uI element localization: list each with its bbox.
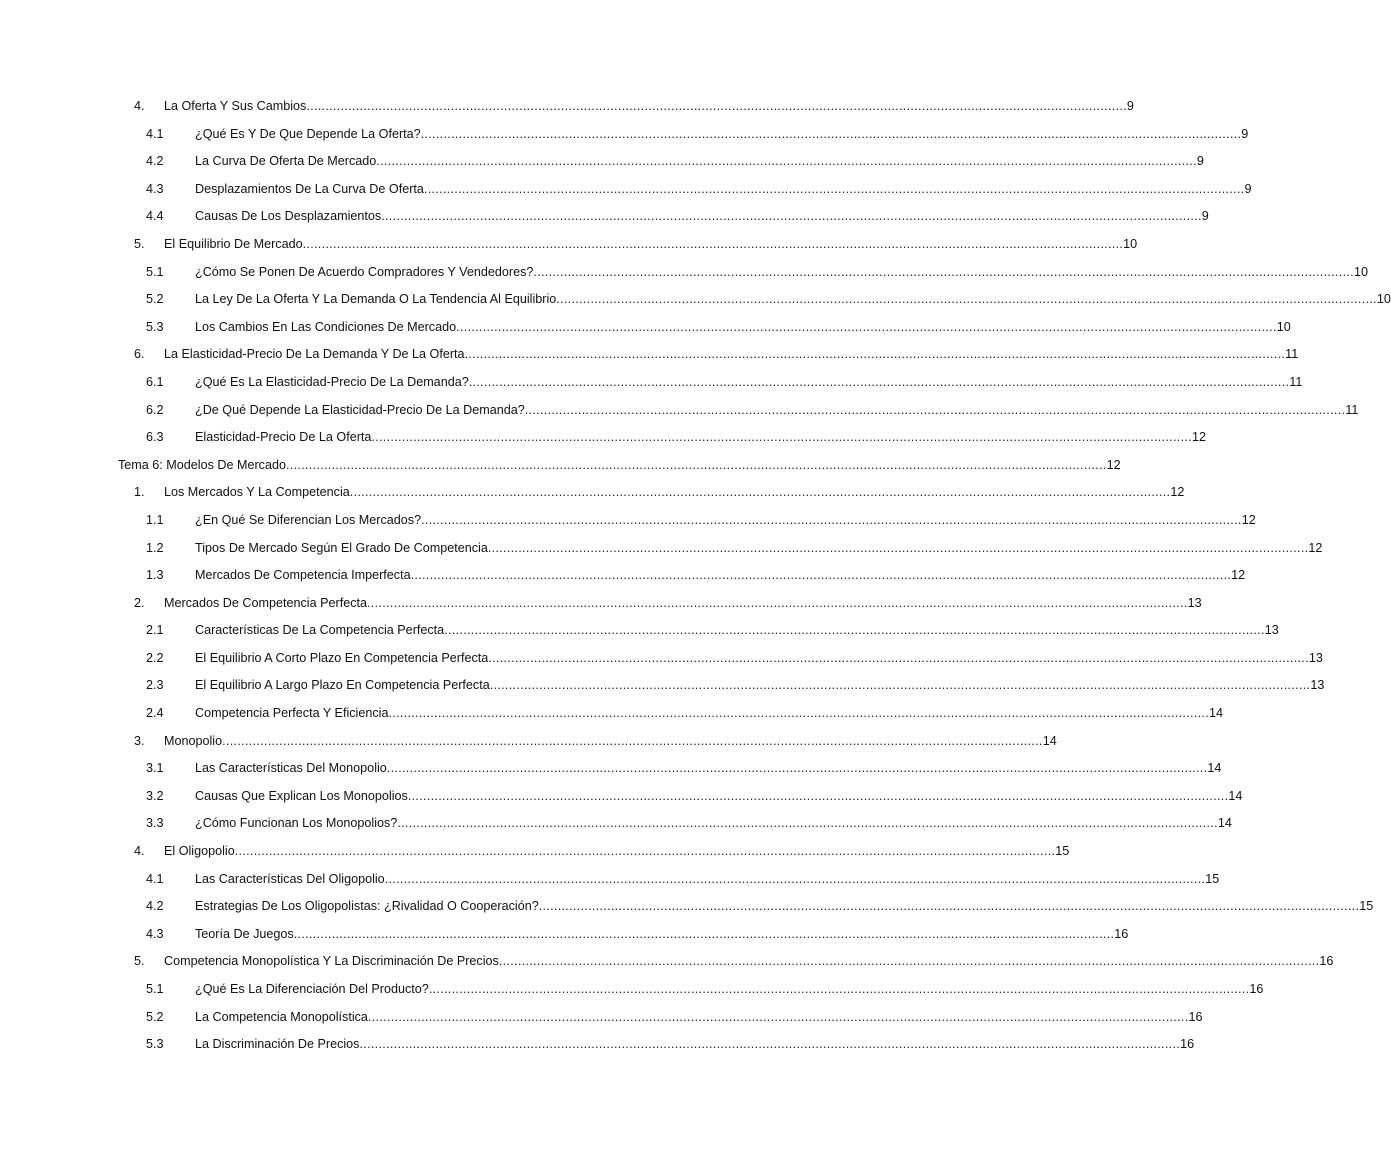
toc-entry-leader xyxy=(195,924,1129,944)
table-of-contents xyxy=(0,96,1391,1062)
toc-entry-number: 1.2 xyxy=(146,540,164,555)
toc-entry[interactable] xyxy=(0,841,1070,869)
toc-entry[interactable] xyxy=(0,179,1252,207)
toc-entry-title[interactable]: La Elasticidad-Precio De La Demanda Y De La Oferta xyxy=(164,344,465,364)
toc-entry-title[interactable]: Competencia Monopolística Y La Discriminación De Precios xyxy=(164,951,499,971)
toc-entry-title[interactable]: ¿De Qué Depende La Elasticidad-Precio De La Demanda? xyxy=(195,400,525,420)
toc-entry-leader xyxy=(118,455,1121,475)
toc-entry-title[interactable]: ¿Qué Es La Diferenciación Del Producto? xyxy=(195,979,429,999)
toc-entry-leader xyxy=(195,979,1264,999)
toc-entry-page: 16 xyxy=(1114,926,1129,941)
toc-entry-leader xyxy=(195,400,1359,420)
toc-entry-page: 15 xyxy=(1055,844,1070,859)
toc-entry-number: 3. xyxy=(134,733,145,748)
toc-entry[interactable] xyxy=(0,1007,1203,1035)
dot-leader: ........................................................................................................................................................................................................................ xyxy=(397,816,1218,831)
toc-entry-title[interactable]: Mercados De Competencia Perfecta xyxy=(164,593,367,613)
toc-entry-number: 4.3 xyxy=(146,926,164,941)
dot-leader: ........................................................................................................................................................................................................................ xyxy=(367,595,1188,610)
toc-entry-number: 2. xyxy=(134,595,145,610)
toc-entry[interactable] xyxy=(0,538,1323,566)
toc-entry-leader xyxy=(195,510,1256,530)
toc-entry-leader xyxy=(195,151,1204,171)
toc-entry[interactable] xyxy=(0,344,1299,372)
toc-entry-page: 9 xyxy=(1126,99,1134,113)
toc-entry-title[interactable]: Los Cambios En Las Condiciones De Mercado xyxy=(195,317,456,337)
toc-entry-page: 11 xyxy=(1285,347,1299,362)
toc-entry-page: 10 xyxy=(1123,236,1138,251)
toc-entry-number: 4.2 xyxy=(146,899,164,914)
toc-entry-leader xyxy=(195,896,1374,916)
toc-entry-leader xyxy=(164,344,1299,364)
dot-leader: ........................................................................................................................................................................................................................ xyxy=(359,1037,1181,1052)
toc-entry[interactable] xyxy=(0,979,1264,1007)
dot-leader: ........................................................................................................................................................................................................................ xyxy=(423,181,1245,196)
toc-entry-title[interactable]: Causas Que Explican Los Monopolios xyxy=(195,786,408,806)
toc-entry[interactable] xyxy=(0,648,1323,676)
toc-entry-page: 9 xyxy=(1244,181,1252,196)
toc-entry[interactable] xyxy=(0,124,1249,152)
toc-entry-number: 6. xyxy=(134,347,145,362)
toc-entry-leader xyxy=(195,262,1368,282)
toc-entry-title[interactable]: Tipos De Mercado Según El Grado De Competencia xyxy=(195,538,488,558)
toc-entry-number: 4.3 xyxy=(146,181,164,196)
toc-entry-title[interactable]: Mercados De Competencia Imperfecta xyxy=(195,565,411,585)
toc-entry-number: 3.2 xyxy=(146,788,164,803)
toc-entry-title[interactable]: Los Mercados Y La Competencia xyxy=(164,482,350,502)
toc-entry[interactable] xyxy=(0,427,1206,455)
toc-entry-page: 12 xyxy=(1231,568,1246,583)
toc-entry[interactable] xyxy=(0,482,1185,510)
dot-leader: ........................................................................................................................................................................................................................ xyxy=(533,264,1354,279)
toc-entry-page: 11 xyxy=(1289,374,1303,389)
toc-entry-title[interactable]: ¿Cómo Se Ponen De Acuerdo Compradores Y Vendedores? xyxy=(195,262,533,282)
toc-entry-leader xyxy=(164,234,1138,254)
toc-entry[interactable] xyxy=(0,703,1224,731)
toc-entry-page: 15 xyxy=(1205,871,1220,886)
toc-entry-leader xyxy=(195,703,1224,723)
dot-leader: ........................................................................................................................................................................................................................ xyxy=(464,347,1286,362)
toc-entry-leader xyxy=(164,951,1334,971)
toc-entry-leader xyxy=(195,1007,1203,1027)
toc-entry-number: 4.1 xyxy=(146,126,164,141)
toc-entry-number: 6.1 xyxy=(146,374,164,389)
toc-entry-title[interactable]: La Ley De La Oferta Y La Demanda O La Tendencia Al Equilibrio xyxy=(195,289,556,309)
dot-leader: ........................................................................................................................................................................................................................ xyxy=(222,733,1043,748)
dot-leader: ........................................................................................................................................................................................................................ xyxy=(420,126,1242,141)
toc-entry-leader xyxy=(164,841,1070,861)
toc-entry[interactable] xyxy=(0,896,1374,924)
toc-entry-title[interactable]: Monopolio xyxy=(164,731,222,751)
toc-entry-page: 12 xyxy=(1191,430,1206,445)
toc-entry-page: 13 xyxy=(1187,595,1202,610)
dot-leader: ........................................................................................................................................................................................................................ xyxy=(371,430,1192,445)
toc-entry-page: 12 xyxy=(1106,457,1121,472)
toc-entry[interactable] xyxy=(0,786,1243,814)
toc-entry-number: 5.3 xyxy=(146,1037,164,1052)
toc-entry-title[interactable]: Tema 6: Modelos De Mercado xyxy=(118,455,286,475)
toc-entry-leader xyxy=(195,869,1220,889)
toc-entry-number: 4. xyxy=(134,844,145,859)
toc-entry-page: 9 xyxy=(1241,126,1249,141)
toc-entry-number: 2.4 xyxy=(146,706,164,721)
dot-leader: ........................................................................................................................................................................................................................ xyxy=(456,319,1277,334)
toc-entry-page: 16 xyxy=(1188,1009,1203,1024)
toc-entry-number: 1. xyxy=(134,485,145,500)
toc-entry-leader xyxy=(195,620,1279,640)
toc-entry-leader xyxy=(195,206,1209,226)
dot-leader: ........................................................................................................................................................................................................................ xyxy=(410,568,1232,583)
toc-entry-number: 1.3 xyxy=(146,568,164,583)
toc-entry-page: 15 xyxy=(1359,899,1374,914)
toc-entry-page: 10 xyxy=(1353,264,1368,279)
dot-leader: ........................................................................................................................................................................................................................ xyxy=(306,99,1127,113)
toc-entry-leader xyxy=(195,179,1252,199)
toc-entry-number: 4.1 xyxy=(146,871,164,886)
toc-entry-leader xyxy=(195,317,1291,337)
toc-entry-title[interactable]: La Discriminación De Precios xyxy=(195,1034,359,1054)
toc-entry[interactable] xyxy=(0,317,1291,345)
toc-entry[interactable] xyxy=(0,813,1232,841)
dot-leader: ........................................................................................................................................................................................................................ xyxy=(488,650,1309,665)
toc-entry[interactable] xyxy=(0,510,1256,538)
toc-entry[interactable] xyxy=(0,565,1246,593)
toc-entry-page: 16 xyxy=(1249,982,1264,996)
toc-entry-number: 4.4 xyxy=(146,209,164,224)
toc-entry-number: 5.1 xyxy=(146,982,164,996)
toc-entry[interactable] xyxy=(0,593,1202,621)
toc-entry-leader xyxy=(164,593,1202,613)
toc-entry-title[interactable]: La Competencia Monopolística xyxy=(195,1007,368,1027)
toc-entry-page: 13 xyxy=(1310,678,1325,693)
toc-entry-leader xyxy=(195,786,1243,806)
toc-entry-title[interactable]: Elasticidad-Precio De La Oferta xyxy=(195,427,371,447)
toc-entry-title[interactable]: Causas De Los Desplazamientos xyxy=(195,206,381,226)
dot-leader: ........................................................................................................................................................................................................................ xyxy=(302,236,1124,251)
toc-entry-page: 12 xyxy=(1170,485,1185,500)
toc-entry-title[interactable]: ¿Cómo Funcionan Los Monopolios? xyxy=(195,813,397,833)
toc-entry-number: 5.1 xyxy=(146,264,164,279)
toc-entry-number: 4.2 xyxy=(146,154,164,169)
toc-entry-number: 4. xyxy=(134,99,145,113)
toc-entry[interactable] xyxy=(0,951,1334,979)
toc-entry-title[interactable]: El Equilibrio De Mercado xyxy=(164,234,303,254)
toc-entry[interactable] xyxy=(0,372,1303,400)
toc-entry-leader xyxy=(195,538,1323,558)
dot-leader: ........................................................................................................................................................................................................................ xyxy=(487,540,1309,555)
toc-entry-page: 13 xyxy=(1308,650,1323,665)
toc-entry-page: 11 xyxy=(1345,402,1359,417)
dot-leader: ........................................................................................................................................................................................................................ xyxy=(444,623,1265,638)
toc-entry[interactable] xyxy=(0,620,1279,648)
dot-leader: ........................................................................................................................................................................................................................ xyxy=(367,1009,1189,1024)
toc-entry[interactable] xyxy=(0,262,1368,290)
toc-entry-number: 6.2 xyxy=(146,402,164,417)
toc-entry-leader xyxy=(195,427,1206,447)
dot-leader: ........................................................................................................................................................................................................................ xyxy=(524,402,1346,417)
toc-entry-title[interactable]: El Oligopolio xyxy=(164,841,235,861)
toc-entry-leader xyxy=(164,96,1134,116)
toc-entry-page: 12 xyxy=(1308,540,1323,555)
toc-entry[interactable] xyxy=(0,151,1204,179)
toc-entry-title[interactable]: La Oferta Y Sus Cambios xyxy=(164,96,306,116)
toc-entry-number: 2.3 xyxy=(146,678,164,693)
toc-entry[interactable] xyxy=(0,675,1325,703)
dot-leader: ........................................................................................................................................................................................................................ xyxy=(376,154,1197,169)
toc-entry-title[interactable]: ¿En Qué Se Diferencian Los Mercados? xyxy=(195,510,421,530)
toc-entry[interactable] xyxy=(0,234,1138,262)
toc-entry-title[interactable]: Características De La Competencia Perfecta xyxy=(195,620,444,640)
toc-entry-number: 1.1 xyxy=(146,512,164,527)
toc-entry-page: 14 xyxy=(1042,733,1057,748)
toc-entry-title[interactable]: Teoría De Juegos xyxy=(195,924,294,944)
toc-entry-leader xyxy=(164,482,1185,502)
dot-leader: ........................................................................................................................................................................................................................ xyxy=(386,761,1208,776)
toc-entry-page: 13 xyxy=(1264,623,1279,638)
dot-leader: ........................................................................................................................................................................................................................ xyxy=(556,292,1377,307)
toc-entry-number: 3.3 xyxy=(146,816,164,831)
toc-entry-leader xyxy=(195,813,1232,833)
toc-entry-page: 14 xyxy=(1209,706,1224,721)
toc-entry-page: 10 xyxy=(1376,292,1391,307)
dot-leader: ........................................................................................................................................................................................................................ xyxy=(349,485,1171,500)
toc-entry-title[interactable]: ¿Qué Es Y De Que Depende La Oferta? xyxy=(195,124,421,144)
toc-entry[interactable] xyxy=(0,1034,1195,1062)
toc-entry[interactable] xyxy=(0,758,1222,786)
toc-entry-leader xyxy=(195,758,1222,778)
toc-entry-number: 6.3 xyxy=(146,430,164,445)
toc-entry[interactable] xyxy=(0,96,1134,124)
dot-leader: ........................................................................................................................................................................................................................ xyxy=(407,788,1229,803)
toc-entry-title[interactable]: La Curva De Oferta De Mercado xyxy=(195,151,376,171)
toc-entry[interactable] xyxy=(0,924,1129,952)
toc-entry-title[interactable]: Desplazamientos De La Curva De Oferta xyxy=(195,179,424,199)
toc-entry-number: 2.2 xyxy=(146,650,164,665)
toc-entry-leader xyxy=(195,289,1391,309)
toc-entry-page: 16 xyxy=(1319,954,1334,969)
dot-leader: ........................................................................................................................................................................................................................ xyxy=(538,899,1360,914)
dot-leader: ........................................................................................................................................................................................................................ xyxy=(293,926,1115,941)
dot-leader: ........................................................................................................................................................................................................................ xyxy=(286,457,1107,472)
dot-leader: ........................................................................................................................................................................................................................ xyxy=(234,844,1056,859)
toc-entry-page: 9 xyxy=(1201,209,1209,224)
toc-entry-title[interactable]: El Equilibrio A Largo Plazo En Competencia Perfecta xyxy=(195,675,490,695)
toc-entry[interactable] xyxy=(0,206,1209,234)
toc-entry-title[interactable]: El Equilibrio A Corto Plazo En Competencia Perfecta xyxy=(195,648,488,668)
toc-entry-page: 14 xyxy=(1228,788,1243,803)
toc-entry-title[interactable]: ¿Qué Es La Elasticidad-Precio De La Demanda? xyxy=(195,372,469,392)
toc-entry-leader xyxy=(195,648,1323,668)
toc-entry-number: 2.1 xyxy=(146,623,164,638)
toc-entry-page: 12 xyxy=(1241,512,1256,527)
toc-entry-number: 5.2 xyxy=(146,292,164,307)
dot-leader: ........................................................................................................................................................................................................................ xyxy=(468,374,1290,389)
toc-entry[interactable] xyxy=(0,289,1391,317)
toc-entry-number: 5. xyxy=(134,954,145,969)
toc-entry[interactable] xyxy=(0,400,1359,428)
toc-entry[interactable] xyxy=(0,455,1121,483)
toc-entry-leader xyxy=(164,731,1057,751)
toc-entry-title[interactable]: Las Características Del Monopolio xyxy=(195,758,387,778)
toc-entry-title[interactable]: Las Características Del Oligopolio xyxy=(195,869,385,889)
dot-leader: ........................................................................................................................................................................................................................ xyxy=(421,512,1242,527)
dot-leader: ........................................................................................................................................................................................................................ xyxy=(428,982,1250,996)
dot-leader: ........................................................................................................................................................................................................................ xyxy=(489,678,1311,693)
toc-entry-leader xyxy=(195,124,1249,144)
toc-entry-number: 5.3 xyxy=(146,319,164,334)
toc-entry-number: 5. xyxy=(134,236,145,251)
dot-leader: ........................................................................................................................................................................................................................ xyxy=(381,209,1202,224)
toc-entry-leader xyxy=(195,1034,1195,1054)
toc-entry-page: 10 xyxy=(1276,319,1291,334)
toc-entry-page: 14 xyxy=(1207,761,1222,776)
toc-entry-title[interactable]: Competencia Perfecta Y Eficiencia xyxy=(195,703,388,723)
toc-entry-leader xyxy=(195,675,1325,695)
dot-leader: ........................................................................................................................................................................................................................ xyxy=(498,954,1320,969)
dot-leader: ........................................................................................................................................................................................................................ xyxy=(388,706,1210,721)
dot-leader: ........................................................................................................................................................................................................................ xyxy=(384,871,1206,886)
toc-entry-page: 16 xyxy=(1180,1037,1195,1052)
toc-entry-number: 3.1 xyxy=(146,761,164,776)
toc-entry-leader xyxy=(195,372,1303,392)
toc-entry-title[interactable]: Estrategias De Los Oligopolistas: ¿Rivalidad O Cooperación? xyxy=(195,896,539,916)
toc-entry-page: 9 xyxy=(1196,154,1204,169)
toc-entry[interactable] xyxy=(0,869,1220,897)
toc-entry[interactable] xyxy=(0,731,1057,759)
toc-entry-leader xyxy=(195,565,1246,585)
toc-entry-number: 5.2 xyxy=(146,1009,164,1024)
toc-entry-page: 14 xyxy=(1217,816,1232,831)
